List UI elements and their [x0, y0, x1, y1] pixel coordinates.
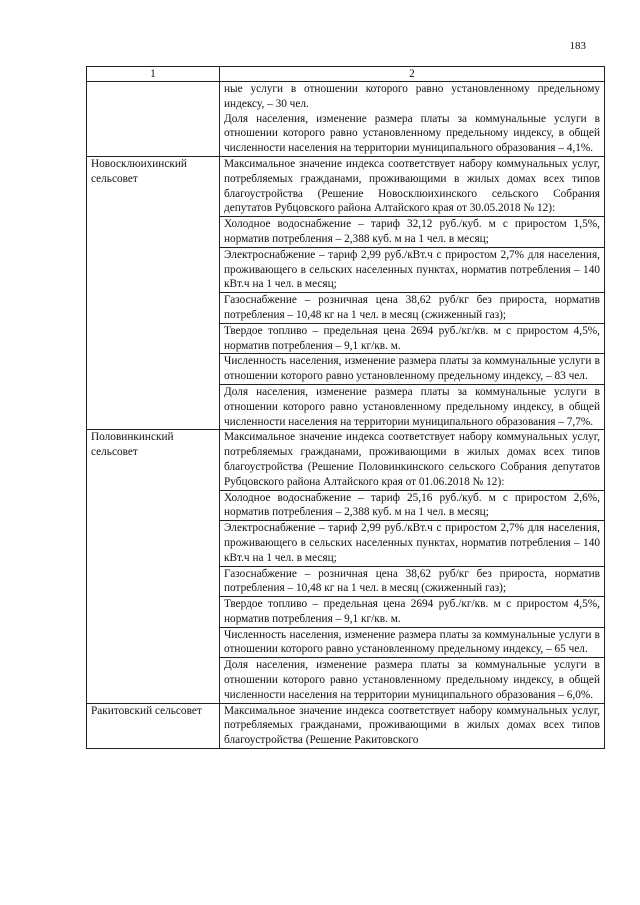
- paragraph: ные услуги в отношении которого равно установленному предельному индексу, – 30 чел.: [224, 83, 600, 110]
- paragraph: Электроснабжение – тариф 2,99 руб./кВт.ч с приростом 2,7% для населения, проживающего в сельских населенных пунктах, норматив потребления – 140 кВт.ч на 1 чел. в месяц;: [220, 520, 604, 565]
- column-header-1: 1: [87, 67, 220, 82]
- paragraph: Максимальное значение индекса соответствует набору коммунальных услуг, потребляемых гражданами, проживающими в жилых домах всех типов благоустройства (Решение Ракитовского: [224, 704, 600, 747]
- page-number: 183: [569, 40, 586, 52]
- column-header-2: 2: [220, 67, 605, 82]
- description-cell: [220, 430, 605, 703]
- paragraph: Газоснабжение – розничная цена 38,62 руб/кг без прироста, норматив потребления – 10,48 кг на 1 чел. в месяц (сжиженный газ);: [220, 292, 604, 323]
- paragraph: Численность населения, изменение размера платы за коммунальные услуги в отношении которого равно установленному предельному индексу, – 83 чел.: [220, 353, 604, 384]
- table-row: [87, 430, 605, 703]
- table-row: [87, 82, 605, 157]
- paragraph: Холодное водоснабжение – тариф 32,12 руб./куб. м с приростом 1,5%, норматив потребления – 2,388 куб. м на 1 чел. в месяц;: [220, 216, 604, 247]
- paragraph: Численность населения, изменение размера платы за коммунальные услуги в отношении которого равно установленному предельному индексу, – 65 чел.: [220, 627, 604, 658]
- table-row: [87, 156, 605, 429]
- municipality-name: Новосклюихинский сельсовет: [87, 156, 220, 429]
- paragraph: Электроснабжение – тариф 2,99 руб./кВт.ч с приростом 2,7% для населения, проживающего в сельских населенных пунктах, норматив потребления – 140 кВт.ч на 1 чел. в месяц;: [220, 247, 604, 292]
- table-row: [87, 703, 605, 748]
- paragraph: Твердое топливо – предельная цена 2694 руб./кг/кв. м с приростом 4,5%, норматив потребления – 9,1 кг/кв. м.: [220, 323, 604, 354]
- description-cell: [220, 82, 605, 157]
- municipality-name: Ракитовский сельсовет: [87, 703, 220, 748]
- paragraph: Доля населения, изменение размера платы за коммунальные услуги в отношении которого равно установленному предельному индексу, в общей численности населения на территории муниципального образования – 6,0%.: [220, 657, 604, 702]
- paragraph: Холодное водоснабжение – тариф 25,16 руб./куб. м с приростом 2,6%, норматив потребления – 2,388 куб. м на 1 чел. в месяц;: [220, 490, 604, 521]
- paragraph: Газоснабжение – розничная цена 38,62 руб/кг без прироста, норматив потребления – 10,48 кг на 1 чел. в месяц (сжиженный газ);: [220, 566, 604, 597]
- paragraph: Твердое топливо – предельная цена 2694 руб./кг/кв. м с приростом 4,5%, норматив потребления – 9,1 кг/кв. м.: [220, 596, 604, 627]
- tariff-table: [86, 66, 605, 749]
- municipality-name: Половинкинский сельсовет: [87, 430, 220, 703]
- paragraph: Максимальное значение индекса соответствует набору коммунальных услуг, потребляемых гражданами, проживающими в жилых домах всех типов благоустройства (Решение Половинкинского сельского Собрания депутатов Рубцовского района Алтайского края от 01.06.2018 № 12):: [224, 431, 600, 488]
- municipality-name: [87, 82, 220, 157]
- paragraph: Доля населения, изменение размера платы за коммунальные услуги в отношении которого равно установленному предельному индексу, в общей численности населения на территории муниципального образования – 4,1%.: [224, 112, 600, 155]
- description-cell: [220, 703, 605, 748]
- description-cell: [220, 156, 605, 429]
- paragraph: Максимальное значение индекса соответствует набору коммунальных услуг, потребляемых гражданами, проживающими в жилых домах всех типов благоустройства (Решение Новосклюихинского сельского Собрания депутатов Рубцовского района Алтайского края от 30.05.2018 № 12):: [224, 157, 600, 215]
- table-header-row: [87, 67, 605, 82]
- paragraph: Доля населения, изменение размера платы за коммунальные услуги в отношении которого равно установленному предельному индексу, в общей численности населения на территории муниципального образования – 7,7%.: [220, 384, 604, 429]
